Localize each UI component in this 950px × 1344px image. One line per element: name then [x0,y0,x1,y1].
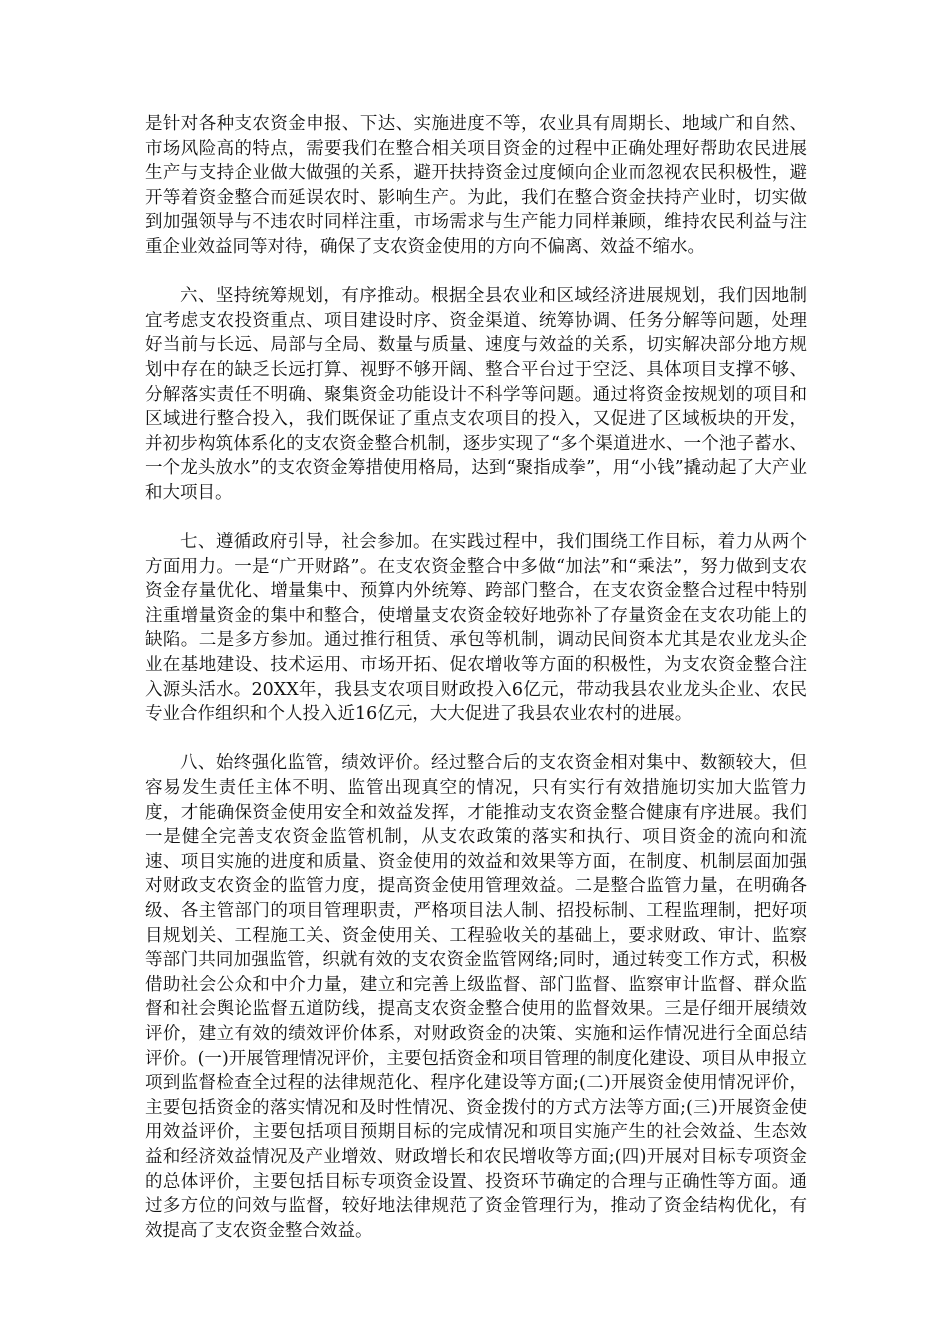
paragraph-section-7: 七、遵循政府引导，社会参加。在实践过程中，我们围绕工作目标，着力从两个方面用力。一是“广开财路”。在支农资金整合中多做“加法”和“乘法”，努力做到支农资金存量优化、增量集中、预算内外统筹、跨部门整合，在支农资金整合过程中特别注重增量资金的集中和整合，使增量支农资金较好地弥补了存量资金在支农功能上的缺陷。二是多方参加。通过推行租赁、承包等机制，调动民间资本尤其是农业龙头企业在基地建设、技术运用、市场开拓、促农增收等方面的积极性，为支农资金整合注入源头活水。20XX年，我县支农项目财政投入6亿元，带动我县农业龙头企业、农民专业合作组织和个人投入近16亿元，大大促进了我县农业农村的进展。 [145,532,807,725]
paragraph-section-8: 八、始终强化监管，绩效评价。经过整合后的支农资金相对集中、数额较大，但容易发生责任主体不明、监管出现真空的情况，只有实行有效措施切实加大监管力度，才能确保资金使用安全和效益发挥，才能推动支农资金整合健康有序进展。我们一是健全完善支农资金监管机制，从支农政策的落实和执行、项目资金的流向和流速、项目实施的进度和质量、资金使用的效益和效果等方面，在制度、机制层面加强对财政支农资金的监管力度，提高资金使用管理效益。二是整合监管力量，在明确各级、各主管部门的项目管理职责，严格项目法人制、招投标制、工程监理制，把好项目规划关、工程施工关、资金使用关、工程验收关的基础上，要求财政、审计、监察等部门共同加强监管，织就有效的支农资金监管网络;同时，通过转变工作方式，积极借助社会公众和中介力量，建立和完善上级监督、部门监督、监察审计监督、群众监督和社会舆论监督五道防线，提高支农资金整合使用的监督效果。三是仔细开展绩效评价，建立有效的绩效评价体系，对财政资金的决策、实施和运作情况进行全面总结评价。(一)开展管理情况评价，主要包括资金和项目管理的制度化建设、项目从申报立项到监督检查全过程的法律规范化、程序化建设等方面;(二)开展资金使用情况评价，主要包括资金的落实情况和及时性情况、资金拨付的方式方法等方面;(三)开展资金使用效益评价，主要包括项目预期目标的完成情况和项目实施产生的社会效益、生态效益和经济效益情况及产业增效、财政增长和农民增收等方面;(四)开展对目标专项资金的总体评价，主要包括目标专项资金设置、投资环节确定的合理与正确性等方面。通过多方位的问效与监督，较好地法律规范了资金管理行为，推动了资金结构优化，有效提高了支农资金整合效益。 [145,753,807,1241]
paragraph-continuation: 是针对各种支农资金申报、下达、实施进度不等，农业具有周期长、地域广和自然、市场风险高的特点，需要我们在整合相关项目资金的过程中正确处理好帮助农民进展生产与支持企业做大做强的关系，避开扶持资金过度倾向企业而忽视农民积极性，避开等着资金整合而延误农时、影响生产。为此，我们在整合资金扶持产业时，切实做到加强领导与不违农时同样注重，市场需求与生产能力同样兼顾，维持农民利益与注重企业效益同等对待，确保了支农资金使用的方向不偏离、效益不缩水。 [145,114,807,257]
document-body [145,112,807,1268]
paragraph-section-6: 六、坚持统筹规划，有序推动。根据全县农业和区域经济进展规划，我们因地制宜考虑支农投资重点、项目建设时序、资金渠道、统筹协调、任务分解等问题，处理好当前与长远、局部与全局、数量与质量、速度与效益的关系，切实解决部分地方规划中存在的缺乏长远打算、视野不够开阔、整合平台过于空泛、具体项目支撑不够、分解落实责任不明确、聚集资金功能设计不科学等问题。通过将资金按规划的项目和区域进行整合投入，我们既保证了重点支农项目的投入，又促进了区域板块的开发，并初步构筑体系化的支农资金整合机制，逐步实现了“多个渠道进水、一个池子蓄水、一个龙头放水”的支农资金筹措使用格局，达到“聚指成拳”，用“小钱”撬动起了大产业和大项目。 [145,286,807,503]
